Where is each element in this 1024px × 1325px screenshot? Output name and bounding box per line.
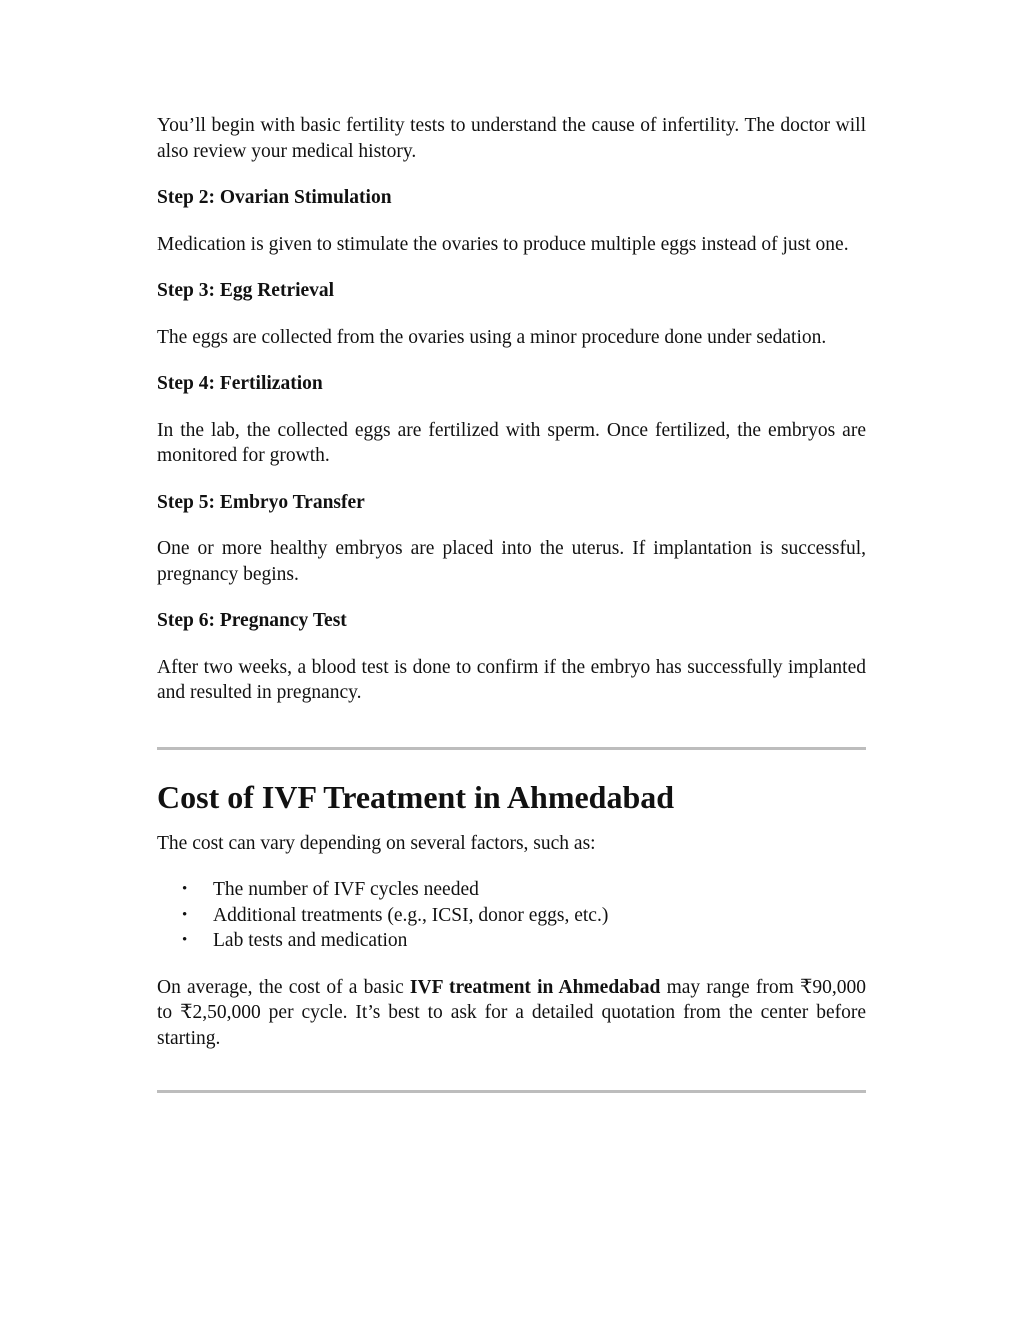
average-cost-keyword: IVF treatment in Ahmedabad (409, 976, 661, 998)
section-divider (157, 747, 866, 750)
step-5 (157, 490, 866, 588)
cost-intro: The cost can vary depending on several factors, such as: (157, 832, 596, 854)
step-6-heading: Step 6: Pregnancy Test (157, 610, 347, 631)
list-item (182, 903, 866, 929)
step-2-body: Medication is given to stimulate the ovaries to produce multiple eggs instead of just one. (157, 233, 849, 255)
step-3-body: The eggs are collected from the ovaries using a minor procedure done under sedation. (157, 326, 827, 348)
average-cost-paragraph (157, 975, 866, 1052)
average-cost-prefix: On average, the cost of a basic (157, 976, 410, 998)
list-item-text: Lab tests and medication (213, 930, 408, 951)
bullet-icon: • (182, 881, 188, 897)
bullet-icon: • (182, 906, 188, 923)
step-4-heading: Step 4: Fertilization (157, 373, 323, 394)
step-6 (157, 608, 866, 706)
list-item-text: Additional treatments (e.g., ICSI, donor eggs, etc.) (213, 904, 609, 926)
step-4 (157, 371, 866, 469)
step-2 (157, 185, 866, 257)
step-5-heading: Step 5: Embryo Transfer (157, 491, 365, 513)
cost-heading: Cost of IVF Treatment in Ahmedabad (157, 778, 675, 815)
step-3-heading: Step 3: Egg Retrieval (157, 280, 335, 301)
section-divider-bottom (157, 1090, 866, 1093)
step-3 (157, 278, 866, 350)
step-4-body: In the lab, the collected eggs are fertilized with sperm. Once fertilized, the embryos are monitored for growth. (157, 419, 866, 466)
list-item-text: The number of IVF cycles needed (213, 879, 479, 900)
document-page (157, 113, 866, 1093)
step-2-heading: Step 2: Ovarian Stimulation (157, 187, 392, 208)
bullet-icon: • (182, 932, 188, 948)
step-5-body: One or more healthy embryos are placed into the uterus. If implantation is successful, pregnancy begins. (157, 538, 866, 585)
step-6-body: After two weeks, a blood test is done to confirm if the embryo has successfully implanted and resulted in pregnancy. (157, 656, 866, 703)
step-1-body: You’ll begin with basic fertility tests to understand the cause of infertility. The doctor will also review your medical history. (157, 115, 866, 162)
average-cost-suffix: may range from ₹90,000 to ₹2,50,000 per cycle. It’s best to ask for a detailed quotation from the center before starting. (157, 976, 866, 1049)
list-item (182, 928, 866, 954)
cost-factors-list (157, 877, 866, 954)
list-item (182, 877, 866, 903)
